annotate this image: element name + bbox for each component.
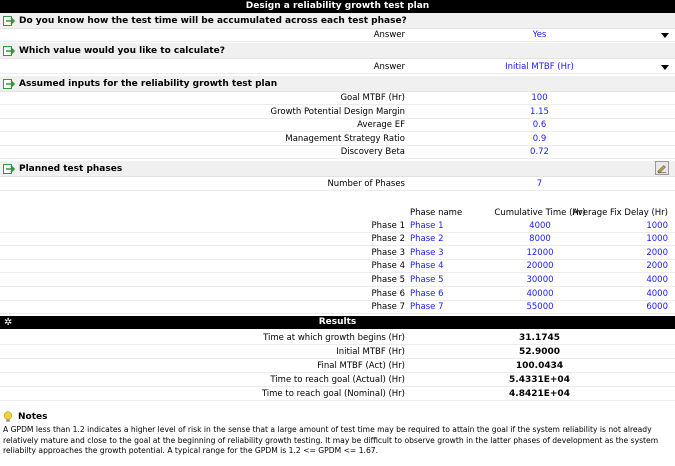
expand-icon[interactable] — [3, 46, 16, 56]
cumulative-time-cell[interactable]: 40000 — [526, 289, 554, 299]
fix-delay-cell[interactable]: 4000 — [646, 289, 668, 299]
result-row — [0, 387, 675, 401]
fix-delay-cell[interactable]: 1000 — [646, 234, 668, 244]
answer-select-calculate[interactable]: Initial MTBF (Hr) — [505, 62, 574, 72]
number-of-phases-field[interactable]: 7 — [536, 179, 543, 189]
cumulative-time-cell[interactable]: 12000 — [526, 248, 554, 258]
input-row-discovery-beta[interactable] — [0, 146, 675, 159]
result-label: Time to reach goal (Actual) (Hr) — [270, 375, 405, 385]
input-row-msr[interactable] — [0, 133, 675, 146]
pencil-icon — [656, 162, 668, 174]
cumulative-time-cell[interactable]: 55000 — [526, 302, 554, 312]
phase-row[interactable] — [0, 247, 675, 260]
fix-delay-cell[interactable]: 2000 — [646, 261, 668, 271]
result-value: 100.0434 — [515, 361, 564, 371]
phase-name-cell[interactable]: Phase 2 — [410, 234, 444, 244]
chevron-down-icon[interactable] — [661, 65, 669, 70]
phase-label: Phase 5 — [371, 275, 405, 285]
phase-name-cell[interactable]: Phase 5 — [410, 275, 444, 285]
answer-row-accumulation[interactable] — [0, 29, 675, 42]
discovery-beta-field[interactable]: 0.72 — [530, 147, 549, 157]
phase-row[interactable] — [0, 288, 675, 301]
answer-row-calculate[interactable] — [0, 61, 675, 74]
section-label: Which value would you like to calculate? — [19, 46, 225, 56]
result-value: 52.9000 — [519, 347, 560, 357]
goal-mtbf-field[interactable]: 100 — [531, 93, 548, 103]
phase-label: Phase 1 — [371, 221, 405, 231]
input-row-average-ef[interactable] — [0, 119, 675, 132]
answer-label: Answer — [373, 30, 405, 40]
notes-text: A GPDM less than 1.2 indicates a higher level of risk in the sense that a large amount of test time may be required to attain the goal if the system reliability is not already relatively mature and close to the goal at the beginning of reliability growth testing. It may be difficult to observe growth in the latter phases of development as the system reliabilty approaches the growth potential. A typical range for the GPDM is 1.2 <= GPDM <= 1.67. — [3, 425, 659, 455]
chevron-down-icon[interactable] — [661, 33, 669, 38]
phase-name-cell[interactable]: Phase 6 — [410, 289, 444, 299]
fix-delay-cell[interactable]: 6000 — [646, 302, 668, 312]
column-header-cumulative-time: Cumulative Time (Hr) — [494, 208, 586, 218]
phase-name-cell[interactable]: Phase 4 — [410, 261, 444, 271]
phase-label: Phase 4 — [371, 261, 405, 271]
phase-table-header — [0, 207, 675, 220]
notes-panel — [0, 410, 675, 466]
phase-label: Phase 3 — [371, 248, 405, 258]
phase-row[interactable] — [0, 260, 675, 273]
page-title: Design a reliability growth test plan — [0, 0, 675, 13]
phase-row[interactable] — [0, 233, 675, 246]
input-label: Growth Potential Design Margin — [270, 107, 405, 117]
average-ef-field[interactable]: 0.6 — [532, 120, 547, 130]
input-label: Number of Phases — [327, 179, 405, 189]
phase-name-cell[interactable]: Phase 1 — [410, 221, 444, 231]
section-phases[interactable] — [0, 161, 675, 177]
result-label: Time to reach goal (Nominal) (Hr) — [261, 389, 405, 399]
expand-icon[interactable] — [3, 164, 16, 174]
section-inputs[interactable] — [0, 76, 675, 92]
edit-table-button[interactable] — [655, 161, 669, 175]
phase-row[interactable] — [0, 301, 675, 314]
result-row — [0, 359, 675, 373]
result-label: Time at which growth begins (Hr) — [263, 333, 405, 343]
column-header-phase-name: Phase name — [410, 208, 463, 218]
phase-label: Phase 7 — [371, 302, 405, 312]
section-accumulation[interactable] — [0, 13, 675, 29]
phase-label: Phase 2 — [371, 234, 405, 244]
section-label: Do you know how the test time will be accumulated across each test phase? — [19, 16, 407, 26]
phase-name-cell[interactable]: Phase 7 — [410, 302, 444, 312]
expand-icon[interactable] — [3, 16, 16, 26]
answer-select-accumulation[interactable]: Yes — [532, 30, 547, 40]
number-of-phases-row[interactable] — [0, 178, 675, 191]
input-row-gpdm[interactable] — [0, 106, 675, 119]
input-row-goal-mtbf[interactable] — [0, 92, 675, 105]
cumulative-time-cell[interactable]: 8000 — [529, 234, 551, 244]
fix-delay-cell[interactable]: 1000 — [646, 221, 668, 231]
lightbulb-icon — [3, 411, 13, 423]
section-calculate[interactable] — [0, 43, 675, 59]
phase-name-cell[interactable]: Phase 3 — [410, 248, 444, 258]
cumulative-time-cell[interactable]: 4000 — [529, 221, 551, 231]
column-header-fix-delay: Average Fix Delay (Hr) — [572, 208, 668, 218]
input-label: Discovery Beta — [340, 147, 405, 157]
input-label: Management Strategy Ratio — [285, 134, 405, 144]
section-label: Planned test phases — [19, 164, 123, 174]
gear-icon[interactable]: ✲ — [4, 317, 13, 328]
fix-delay-cell[interactable]: 2000 — [646, 248, 668, 258]
fix-delay-cell[interactable]: 4000 — [646, 275, 668, 285]
result-label: Initial MTBF (Hr) — [336, 347, 405, 357]
input-label: Average EF — [357, 120, 405, 130]
result-value: 5.4331E+04 — [509, 375, 570, 385]
cumulative-time-cell[interactable]: 30000 — [526, 275, 554, 285]
answer-label: Answer — [373, 62, 405, 72]
phase-label: Phase 6 — [371, 289, 405, 299]
notes-title: Notes — [18, 412, 48, 422]
phase-row[interactable] — [0, 220, 675, 233]
result-row — [0, 373, 675, 387]
results-header — [0, 316, 675, 329]
results-title: Results — [318, 317, 357, 327]
gpdm-field[interactable]: 1.15 — [530, 107, 549, 117]
msr-field[interactable]: 0.9 — [532, 134, 547, 144]
phase-row[interactable] — [0, 274, 675, 287]
expand-icon[interactable] — [3, 79, 16, 89]
section-label: Assumed inputs for the reliability growth test plan — [19, 79, 278, 89]
result-row — [0, 331, 675, 345]
cumulative-time-cell[interactable]: 20000 — [526, 261, 554, 271]
result-label: Final MTBF (Act) (Hr) — [317, 361, 405, 371]
result-row — [0, 345, 675, 359]
result-value: 31.1745 — [519, 333, 560, 343]
input-label: Goal MTBF (Hr) — [340, 93, 405, 103]
result-value: 4.8421E+04 — [509, 389, 570, 399]
